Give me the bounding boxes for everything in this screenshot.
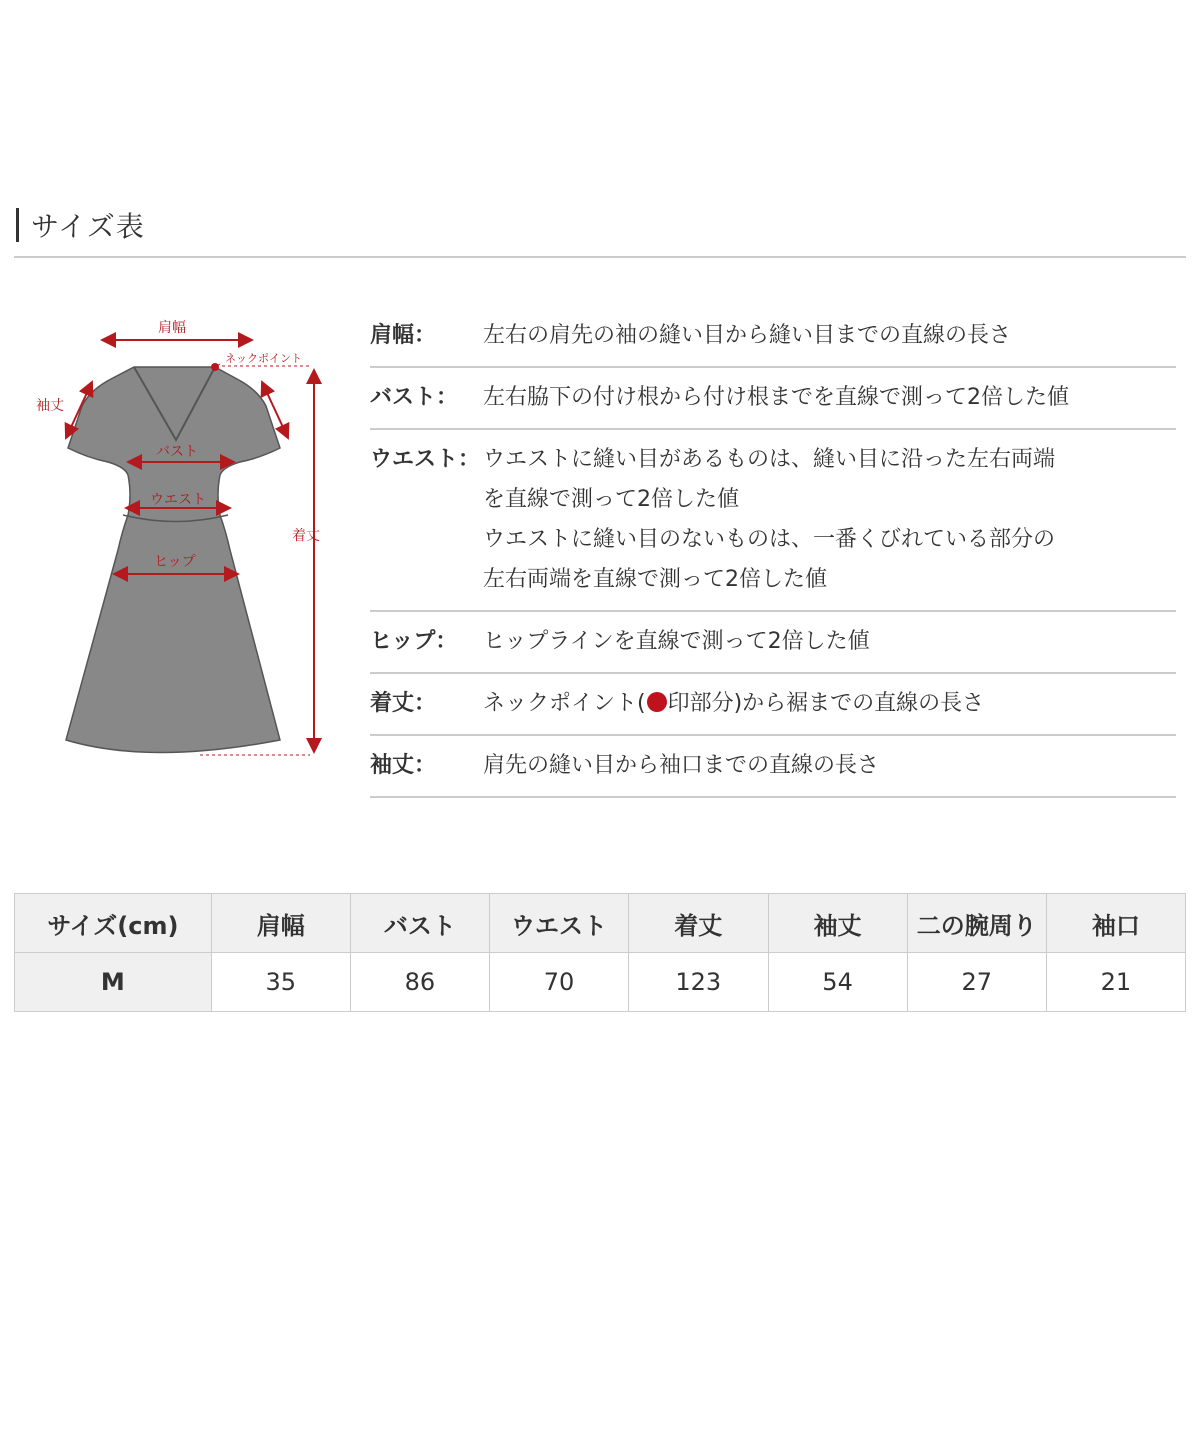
table-cell: 35 [211,953,350,1012]
page-title: サイズ表 [31,210,145,243]
definition-sleeve [370,736,1176,798]
definition-line: ヒップラインを直線で測って2倍した値 [483,629,870,654]
column-header: サイズ(cm) [15,894,212,953]
definition-line: 左右の肩先の袖の縫い目から縫い目までの直線の長さ [483,323,1012,348]
definition-text-before: ネックポイント( [483,691,646,716]
definition-line: 左右両端を直線で測って2倍した値 [483,567,827,592]
table-cell: 21 [1046,953,1185,1012]
table-cell: 54 [768,953,907,1012]
definition-description [483,622,1176,662]
definition-line [483,684,1176,724]
definition-description [483,440,1176,600]
garment-diagram [30,300,350,780]
label-hip: ヒップ [154,554,196,570]
label-neck-point: ネックポイント [225,352,302,365]
definition-description [483,746,1176,786]
table-cell: 27 [907,953,1046,1012]
definition-term: 袖丈： [370,753,437,778]
definition-waist [370,430,1176,612]
dress-illustration [30,300,350,780]
definition-shoulder [370,306,1176,368]
definition-line: 肩先の縫い目から袖口までの直線の長さ [483,753,880,778]
definition-line: ウエストに縫い目があるものは、縫い目に沿った左右両端 [483,447,1056,472]
column-header: バスト [350,894,489,953]
section-header [16,205,145,245]
label-waist: ウエスト [150,492,206,508]
table-cell: 86 [350,953,489,1012]
definition-bust [370,368,1176,430]
table-header-row [15,894,1186,953]
size-table [14,893,1186,1012]
column-header: 袖丈 [768,894,907,953]
definition-description [483,684,1176,724]
label-sleeve: 袖丈 [36,398,64,414]
column-header: 肩幅 [211,894,350,953]
definition-line: ウエストに縫い目のないものは、一番くびれている部分の [483,527,1056,552]
column-header: 着丈 [629,894,768,953]
definition-hip [370,612,1176,674]
table-row [15,953,1186,1012]
table-cell: 70 [489,953,628,1012]
header-divider [14,256,1186,258]
column-header: ウエスト [489,894,628,953]
label-shoulder: 肩幅 [158,320,186,336]
red-dot-icon [647,692,667,712]
definition-term: ヒップ： [370,629,458,654]
definition-description [483,378,1176,418]
definition-term: 着丈： [370,691,437,716]
definition-term: ウエスト： [370,447,481,472]
definition-line: を直線で測って2倍した値 [483,487,739,512]
table-cell: 123 [629,953,768,1012]
measurement-definitions [370,306,1176,798]
header-accent-bar [16,208,19,242]
definition-description [483,316,1176,356]
label-length: 着丈 [292,528,320,544]
size-cell: M [15,953,212,1012]
definition-text-after: 印部分)から裾までの直線の長さ [667,691,985,716]
definition-term: 肩幅： [370,323,437,348]
definition-line: 左右脇下の付け根から付け根までを直線で測って2倍した値 [483,385,1069,410]
column-header: 二の腕周り [907,894,1046,953]
column-header: 袖口 [1046,894,1185,953]
definition-length [370,674,1176,736]
definition-term: バスト： [370,385,459,410]
label-bust: バスト [156,444,198,460]
